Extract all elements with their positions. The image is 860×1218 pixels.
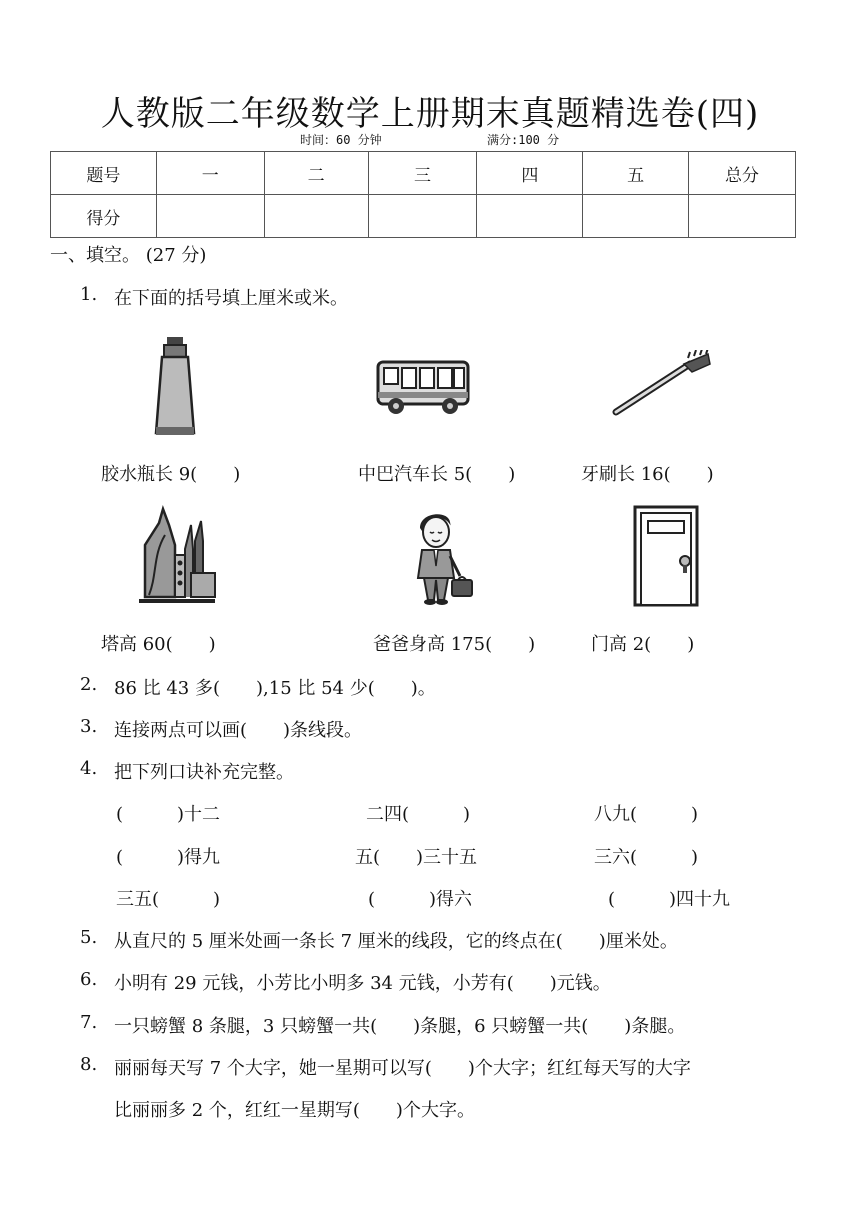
page-title: 人教版二年级数学上册期末真题精选卷(四) [100,94,760,134]
score-table [50,151,796,238]
row-label-cell: 得分 [51,195,157,238]
question-number: 2. [80,674,98,695]
question-number: 4. [80,758,98,779]
multiplication-cell: ( )得六 [368,889,473,910]
glue-bottle-icon [150,335,200,438]
question-text: 86 比 43 多( ),15 比 54 少( )。 [114,678,436,699]
question-number: 6. [80,969,98,990]
multiplication-cell: ( )十二 [116,804,221,825]
multiplication-cell: ( )四十九 [608,889,731,910]
exam-full-score: 满分:100 分 [487,133,560,147]
multiplication-cell: 三六( ) [594,847,699,868]
score-cell[interactable] [368,195,477,238]
header-cell: 三 [368,152,477,195]
score-cell[interactable] [156,195,264,238]
question-text: 从直尺的 5 厘米处画一条长 7 厘米的线段，它的终点在( )厘米处。 [114,931,678,952]
multiplication-cell: 三五( ) [116,889,221,910]
q1-item-bus: 中巴汽车长 5( ) [358,464,516,485]
door-icon [632,505,700,607]
tower-icon [135,505,219,607]
question-text-line1: 丽丽每天写 7 个大字，她一星期可以写( )个大字；红红每天写的大字 [114,1058,691,1079]
section-heading: 一、填空。 (27 分) [50,245,207,266]
header-cell: 二 [264,152,368,195]
question-number: 5. [80,927,98,948]
father-icon [414,506,474,606]
question-number: 1. [80,284,98,305]
score-table-header-row [51,152,796,195]
score-cell[interactable] [264,195,368,238]
question-text-line2: 比丽丽多 2 个，红红一星期写( )个大字。 [114,1100,475,1121]
question-text: 把下列口诀补充完整。 [114,762,294,783]
question-number: 7. [80,1012,98,1033]
score-cell[interactable] [583,195,689,238]
multiplication-cell: ( )得九 [116,847,221,868]
q1-item-father: 爸爸身高 175( ) [373,634,536,655]
minibus-icon [374,354,472,418]
q1-item-glue: 胶水瓶长 9( ) [101,464,241,485]
score-table-score-row [51,195,796,238]
toothbrush-icon [612,350,712,418]
question-number: 3. [80,716,98,737]
header-cell: 四 [477,152,583,195]
question-text: 小明有 29 元钱，小芳比小明多 34 元钱，小芳有( )元钱。 [114,973,611,994]
header-cell: 一 [156,152,264,195]
header-cell: 五 [583,152,689,195]
question-number: 8. [80,1054,98,1075]
question-text: 在下面的括号填上厘米或米。 [114,288,348,309]
question-text: 一只螃蟹 8 条腿，3 只螃蟹一共( )条腿，6 只螃蟹一共( )条腿。 [114,1016,686,1037]
header-cell: 题号 [51,152,157,195]
multiplication-cell: 八九( ) [594,804,699,825]
exam-time: 时间：60 分钟 [300,133,382,147]
multiplication-cell: 五( )三十五 [355,847,478,868]
score-cell[interactable] [689,195,796,238]
q1-item-tower: 塔高 60( ) [101,634,216,655]
multiplication-cell: 二四( ) [366,804,471,825]
header-cell: 总分 [689,152,796,195]
q1-item-toothbrush: 牙刷长 16( ) [581,464,714,485]
question-text: 连接两点可以画( )条线段。 [114,720,363,741]
score-cell[interactable] [477,195,583,238]
q1-item-door: 门高 2( ) [591,634,695,655]
